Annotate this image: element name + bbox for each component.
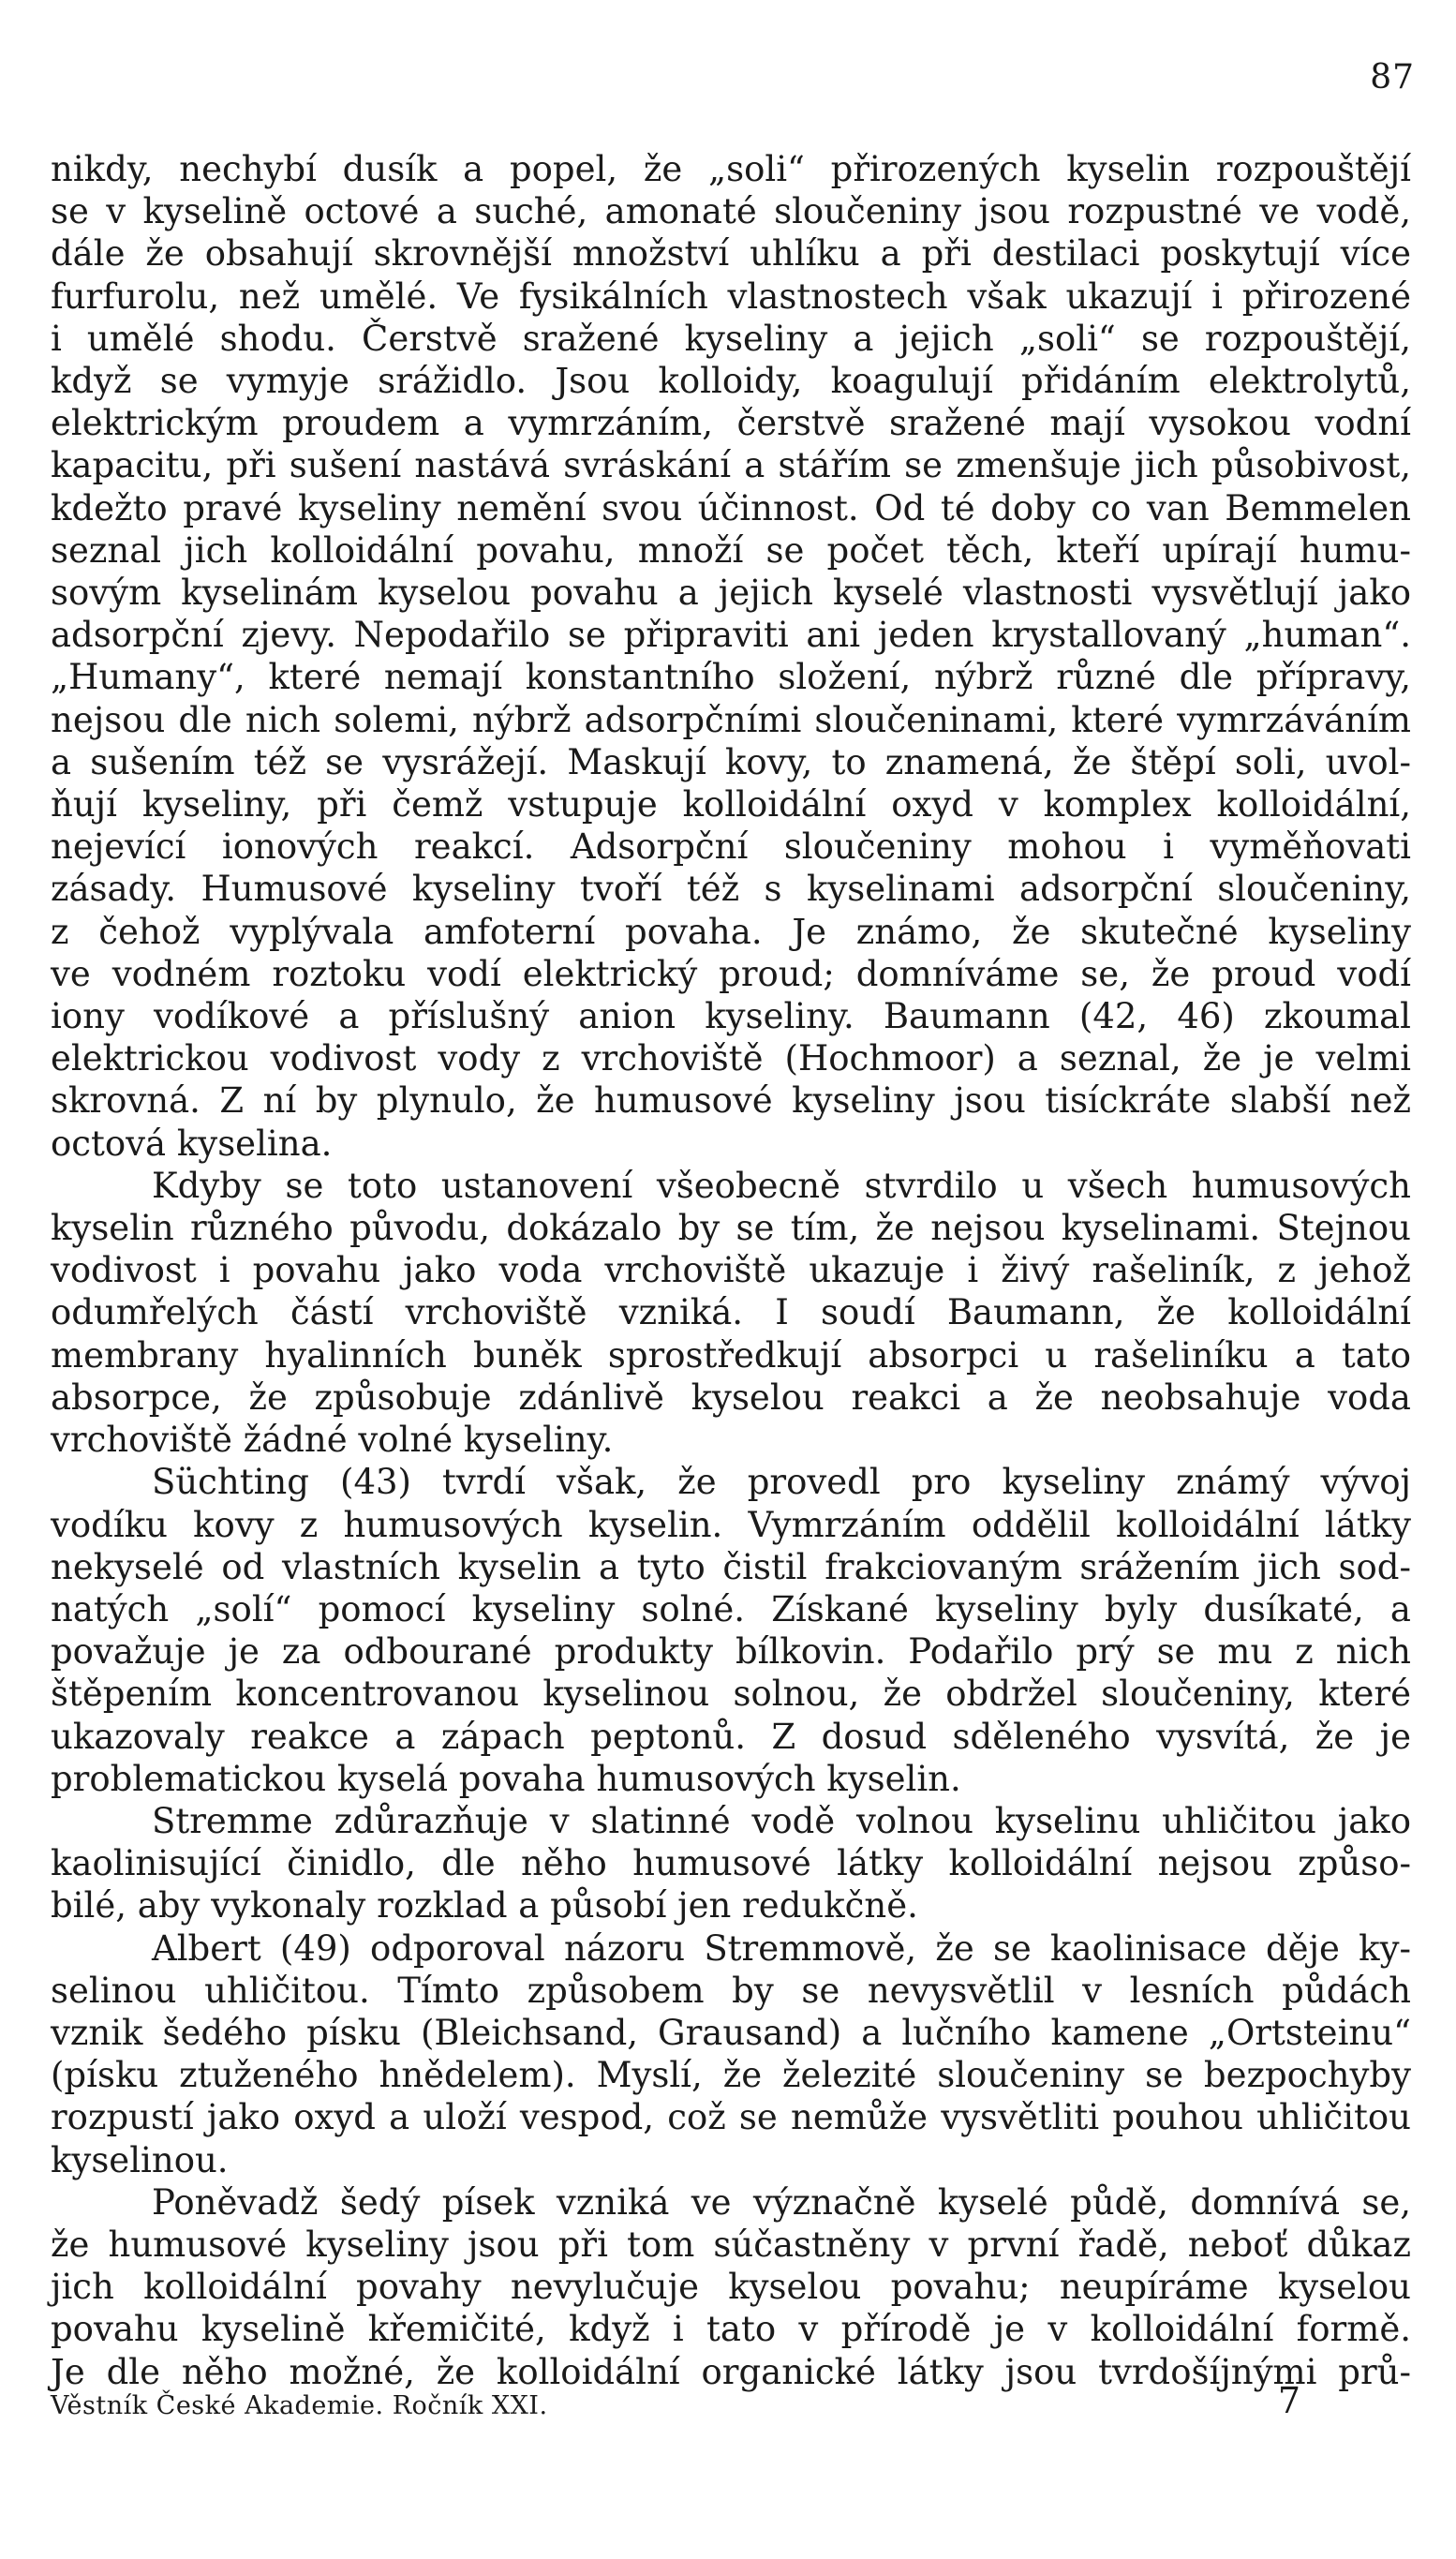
text-line: ukazovaly reakce a zápach peptonů. Z dosud sděleného vysvítá, že je bbox=[51, 1716, 1411, 1757]
text-line: nikdy, nechybí dusík a popel, že „soli“ přirozených kyselin rozpouštějí bbox=[51, 149, 1411, 189]
text-line: absorpce, že způsobuje zdánlivě kyselou reakci a že neobsahuje voda bbox=[51, 1376, 1411, 1418]
text-line: Süchting (43) tvrdí však, že provedl pro kyseliny známý vývoj bbox=[152, 1462, 1411, 1503]
text-line: adsorpční zjevy. Nepodařilo se připraviti ani jeden krystallovaný „human“. bbox=[51, 615, 1411, 656]
text-line: Je dle něho možné, že kolloidální organické látky jsou tvrdošíjnými prů- bbox=[51, 2351, 1411, 2392]
text-line: furfurolu, než umělé. Ve fysikálních vlastnostech však ukazují i přirozené bbox=[51, 275, 1411, 317]
text-line: že humusové kyseliny jsou při tom súčastněny v první řadě, neboť důkaz bbox=[51, 2224, 1411, 2265]
page-number: 87 bbox=[1370, 58, 1415, 97]
text-line: elektrickou vodivost vody z vrchoviště (Hochmoor) a seznal, že je velmi bbox=[51, 1038, 1411, 1079]
text-line: vznik šedého písku (Bleichsand, Grausand) a lučního kamene „Ortsteinu“ bbox=[51, 2012, 1411, 2053]
text-line: se v kyselině octové a suché, amonaté sloučeniny jsou rozpustné ve vodě, bbox=[51, 191, 1411, 232]
body-text bbox=[51, 148, 1411, 2393]
text-line: když se vymyje srážidlo. Jsou kolloidy, koagulují přidáním elektrolytů, bbox=[51, 361, 1411, 402]
text-line: iony vodíkové a příslušný anion kyseliny. Baumann (42, 46) zkoumal bbox=[51, 996, 1411, 1037]
text-line: Stremme zdůrazňuje v slatinné vodě volnou kyselinu uhličitou jako bbox=[152, 1800, 1411, 1841]
text-line: vodíku kovy z humusových kyselin. Vymrzáním oddělil kolloidální látky bbox=[51, 1504, 1411, 1545]
text-line: Poněvadž šedý písek vzniká ve význačně kyselé půdě, domnívá se, bbox=[152, 2181, 1411, 2223]
footer-signature-number: 7 bbox=[1277, 2380, 1300, 2421]
text-line: zásady. Humusové kyseliny tvoří též s kyselinami adsorpční sloučeniny, bbox=[51, 869, 1411, 910]
text-line: kyselinou. bbox=[51, 2139, 229, 2180]
text-line: kaolinisující činidlo, dle něho humusové látky kolloidální nejsou způso- bbox=[51, 1843, 1411, 1884]
text-line: membrany hyalinních buněk sprostředkují absorpci u rašeliníku a tato bbox=[51, 1334, 1411, 1376]
text-line: seznal jich kolloidální povahu, množí se počet těch, kteří upírají humu- bbox=[51, 529, 1411, 571]
text-line: rozpustí jako oxyd a uloží vespod, což se nemůže vysvětliti pouhou uhličitou bbox=[51, 2097, 1411, 2138]
text-line: i umělé shodu. Čerstvě sražené kyseliny a jejich „soli“ se rozpouštějí, bbox=[51, 318, 1411, 359]
text-line: kyselin různého původu, dokázalo by se tím, že nejsou kyselinami. Stejnou bbox=[51, 1208, 1411, 1249]
text-line: kapacitu, při sušení nastává svráskání a stářím se zmenšuje jich působivost, bbox=[51, 445, 1411, 486]
text-line: nejevící ionových reakcí. Adsorpční sloučeniny mohou i vyměňovati bbox=[51, 826, 1411, 868]
text-line: vodivost i povahu jako voda vrchoviště ukazuje i živý rašeliník, z jehož bbox=[51, 1250, 1411, 1291]
text-line: selinou uhličitou. Tímto způsobem by se nevysvětlil v lesních půdách bbox=[51, 1970, 1411, 2011]
footer-journal-title: Věstník České Akademie. Ročník XXI. bbox=[51, 2391, 548, 2420]
text-line: nekyselé od vlastních kyselin a tyto čistil frakciovaným srážením jich sod- bbox=[51, 1546, 1411, 1587]
text-line: ňují kyseliny, při čemž vstupuje kolloidální oxyd v komplex kolloidální, bbox=[51, 784, 1411, 826]
text-line: Kdyby se toto ustanovení všeobecně stvrdilo u všech humusových bbox=[152, 1165, 1411, 1206]
text-line: elektrickým proudem a vymrzáním, čerstvě sražené mají vysokou vodní bbox=[51, 403, 1411, 444]
text-line: a sušením též se vysrážejí. Maskují kovy, to znamená, že štěpí soli, uvol- bbox=[51, 741, 1411, 782]
text-line: odumřelých částí vrchoviště vzniká. I soudí Baumann, že kolloidální bbox=[51, 1292, 1411, 1333]
text-line: nejsou dle nich solemi, nýbrž adsorpčními sloučeninami, které vymrzáváním bbox=[51, 699, 1411, 740]
text-line: z čehož vyplývala amfoterní povaha. Je známo, že skutečné kyseliny bbox=[51, 911, 1411, 952]
text-line: štěpením koncentrovanou kyselinou solnou, že obdržel sloučeniny, které bbox=[51, 1674, 1411, 1715]
text-line: ve vodném roztoku vodí elektrický proud; domníváme se, že proud vodí bbox=[51, 953, 1411, 994]
text-line: vrchoviště žádné volné kyseliny. bbox=[51, 1420, 614, 1461]
text-line: bilé, aby vykonaly rozklad a působí jen redukčně. bbox=[51, 1885, 918, 1927]
text-line: problematickou kyselá povaha humusových kyselin. bbox=[51, 1758, 961, 1799]
text-line: Albert (49) odporoval názoru Stremmově, že se kaolinisace děje ky- bbox=[152, 1927, 1411, 1969]
text-line: (písku ztuženého hnědelem). Myslí, že železité sloučeniny se bezpochyby bbox=[51, 2055, 1411, 2096]
text-line: povahu kyselině křemičité, když i tato v přírodě je v kolloidální formě. bbox=[51, 2309, 1411, 2350]
text-line: dále že obsahují skrovnější množství uhlíku a při destilaci poskytují více bbox=[51, 233, 1411, 275]
text-line: sovým kyselinám kyselou povahu a jejich kyselé vlastnosti vysvětlují jako bbox=[51, 573, 1411, 614]
text-line: skrovná. Z ní by plynulo, že humusové kyseliny jsou tisíckráte slabší než bbox=[51, 1080, 1411, 1122]
text-line: natých „solí“ pomocí kyseliny solné. Získané kyseliny byly dusíkaté, a bbox=[51, 1588, 1411, 1629]
text-line: octová kyselina. bbox=[51, 1123, 333, 1164]
text-line: „Humany“, které nemají konstantního složení, nýbrž různé dle přípravy, bbox=[51, 657, 1411, 698]
text-line: jich kolloidální povahy nevylučuje kyselou povahu; neupíráme kyselou bbox=[51, 2267, 1411, 2308]
text-line: kdežto pravé kyseliny nemění svou účinnost. Od té doby co van Bemmelen bbox=[51, 487, 1411, 528]
text-line: považuje je za odbourané produkty bílkovin. Podařilo prý se mu z nich bbox=[51, 1631, 1411, 1673]
